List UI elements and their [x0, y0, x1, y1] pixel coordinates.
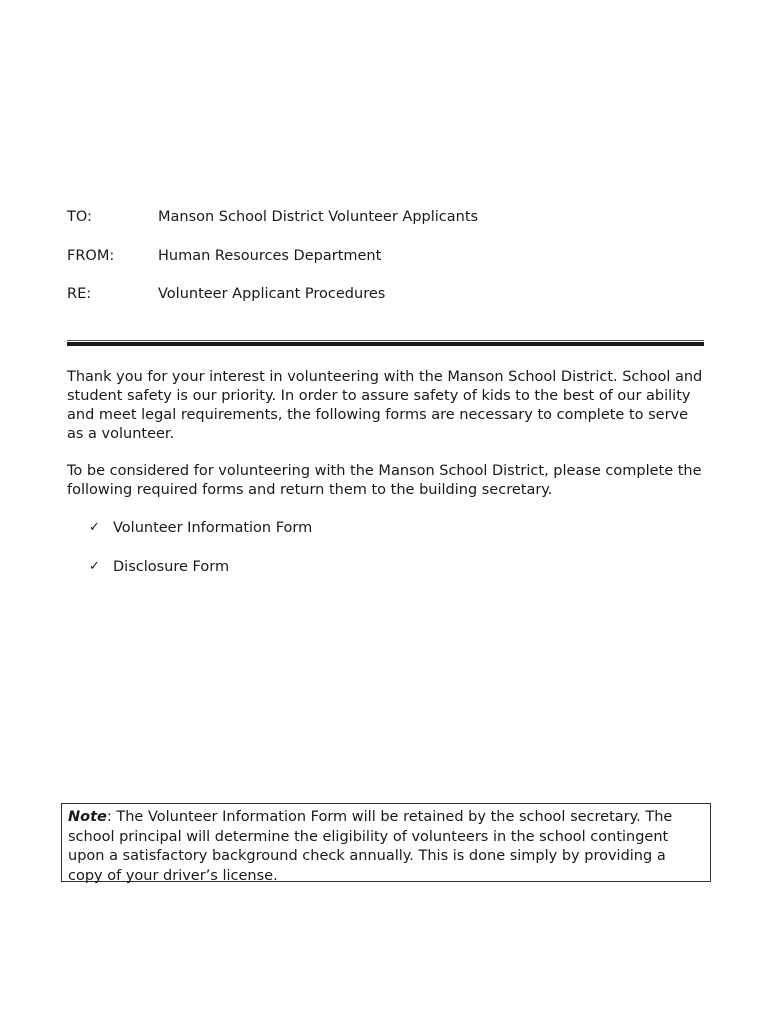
memo-header	[67, 207, 707, 323]
checkmark-icon: ✓	[89, 558, 100, 574]
instructions-paragraph: To be considered for volunteering with the Manson School District, please complete the following required forms and return them to the building secretary.	[67, 463, 702, 498]
form-name: Disclosure Form	[113, 558, 230, 575]
note-label: Note	[68, 809, 107, 825]
list-item	[89, 557, 312, 596]
memo-from-row	[67, 246, 707, 285]
checkmark-icon: ✓	[89, 520, 100, 535]
intro-paragraph: Thank you for your interest in volunteering with the Manson School District. School and student safety is our priority. In order to assure safety of kids to the best of our ability and meet legal requirements, the following forms are necessary to complete to serve as a volunteer.	[67, 369, 703, 442]
required-forms-list	[89, 518, 312, 595]
note-box	[61, 803, 711, 882]
memo-from-value: Human Resources Department	[158, 247, 382, 264]
memo-re-row	[67, 284, 707, 323]
form-name: Volunteer Information Form	[113, 520, 313, 536]
header-divider	[67, 340, 704, 346]
memo-to-value: Manson School District Volunteer Applicants	[158, 209, 479, 225]
list-item	[89, 518, 312, 557]
memo-re-label: RE:	[67, 286, 92, 302]
memo-re-value: Volunteer Applicant Procedures	[158, 286, 386, 302]
memo-from-label: FROM:	[67, 247, 115, 264]
memo-to-label: TO:	[67, 209, 92, 225]
memo-to-row	[67, 207, 707, 246]
note-text: : The Volunteer Information Form will be retained by the school secretary. The school principal will determine the eligibility of volunteers in the school contingent upon a satisfactory background check annually. This is done simply by providing a copy of your driver’s license.	[68, 809, 673, 884]
